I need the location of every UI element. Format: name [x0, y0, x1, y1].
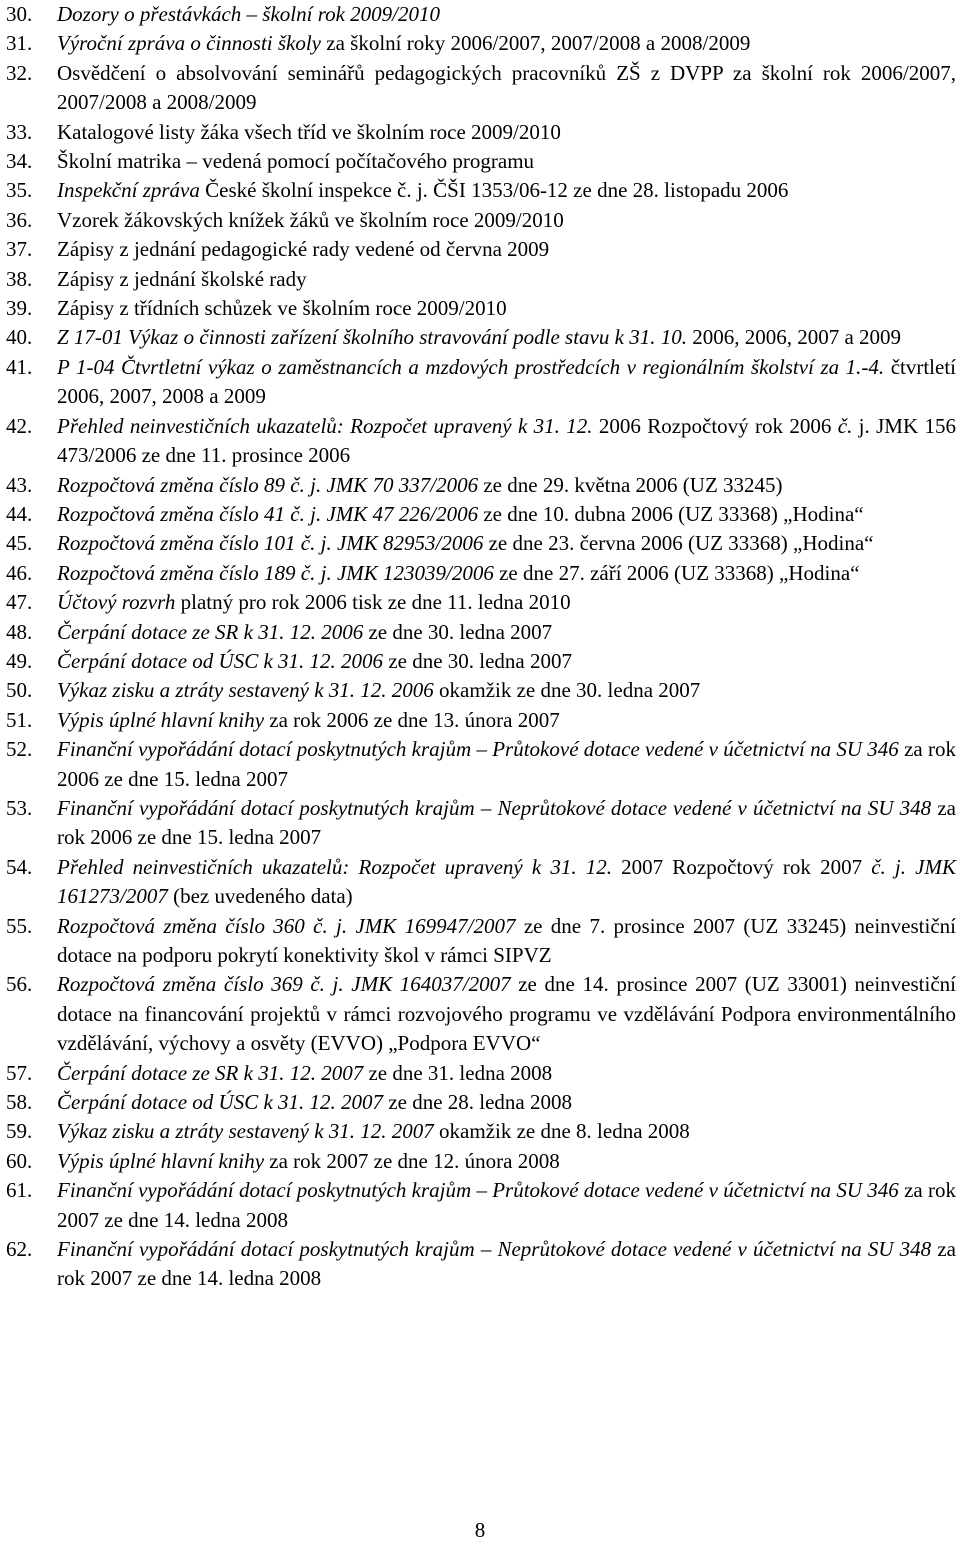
text-segment: Školní matrika – vedená pomocí počítačového programu [57, 149, 535, 174]
text-segment: čtvrtletí 2006, 2007, 2008 a 2009 [57, 354, 956, 409]
text-segment: ze dne 30. ledna 2007 [363, 619, 553, 644]
italic-text-segment: P 1-04 Čtvrtletní výkaz o zaměstnancích a mzdových prostředcích v regionálním školství za 1.-4. [57, 354, 885, 379]
text-segment: za rok 2007 ze dne 14. ledna 2008 [57, 1237, 956, 1291]
text-segment: ze dne 10. dubna 2006 (UZ 33368) „Hodina“ [478, 501, 864, 526]
item-text [57, 500, 956, 529]
item-number: 55. [6, 913, 33, 938]
list-item [6, 265, 956, 294]
italic-text-segment: Výkaz zisku a ztráty sestavený k 31. 12. 2006 [57, 678, 434, 703]
list-item [6, 794, 956, 853]
list-item [6, 706, 956, 735]
text-segment: ze dne 31. ledna 2008 [363, 1060, 553, 1085]
item-text [57, 676, 956, 705]
item-number: 40. [6, 325, 33, 350]
item-number: 54. [6, 854, 33, 879]
italic-text-segment: Finanční vypořádání dotací poskytnutých krajům – Průtokové dotace vedené v účetnictví na SU 346 [57, 737, 899, 762]
list-item [6, 559, 956, 588]
item-text [57, 235, 956, 264]
item-number: 59. [6, 1119, 33, 1144]
italic-text-segment: Účtový rozvrh [57, 590, 176, 615]
list-item [6, 1117, 956, 1146]
text-segment: za rok 2006 ze dne 13. února 2007 [264, 707, 560, 732]
italic-text-segment: Dozory o přestávkách – školní rok 2009/2010 [57, 2, 441, 26]
italic-text-segment: č. j. JMK 161273/2007 [57, 854, 956, 909]
item-text [57, 735, 956, 794]
list-item [6, 588, 956, 617]
item-number: 50. [6, 678, 33, 703]
text-segment: 2006, 2006, 2007 a 2009 [686, 325, 902, 350]
text-segment: (bez uvedeného data) [167, 884, 353, 909]
item-number: 44. [6, 501, 33, 526]
item-number: 47. [6, 590, 33, 615]
item-number: 38. [6, 266, 33, 291]
item-number: 56. [6, 972, 33, 997]
list-item [6, 1176, 956, 1235]
text-segment: Zápisy z jednání pedagogické rady vedené od června 2009 [57, 237, 550, 262]
italic-text-segment: Rozpočtová změna číslo 101 č. j. JMK 82953/2006 [57, 531, 484, 556]
italic-text-segment: Finanční vypořádání dotací poskytnutých krajům – Neprůtokové dotace vedené v účetnictví na SU 348 [57, 795, 932, 820]
list-item [6, 970, 956, 1058]
italic-text-segment: č. [837, 413, 853, 438]
list-item [6, 500, 956, 529]
text-segment: ze dne 23. června 2006 (UZ 33368) „Hodina“ [483, 531, 874, 556]
list-item [6, 206, 956, 235]
list-item [6, 323, 956, 352]
text-segment: ze dne 28. ledna 2008 [383, 1090, 573, 1115]
item-text [57, 588, 956, 617]
text-segment: za školní roky 2006/2007, 2007/2008 a 2008/2009 [321, 31, 751, 56]
list-item [6, 676, 956, 705]
list-item [6, 118, 956, 147]
item-text [57, 647, 956, 676]
italic-text-segment: Finanční vypořádání dotací poskytnutých krajům – Průtokové dotace vedené v účetnictví na SU 346 [57, 1178, 899, 1203]
list-item [6, 147, 956, 176]
text-segment: za rok 2007 ze dne 12. února 2008 [264, 1148, 560, 1173]
item-text [57, 471, 956, 500]
italic-text-segment: Čerpání dotace od ÚSC k 31. 12. 2007 [57, 1090, 384, 1115]
italic-text-segment: Přehled neinvestičních ukazatelů: Rozpočet upravený k 31. 12. [57, 413, 593, 438]
list-item [6, 1059, 956, 1088]
item-text [57, 529, 956, 558]
text-segment: Osvědčení o absolvování seminářů pedagogických pracovníků ZŠ z DVPP za školní rok 2006/2007, 2007/2008 a 2008/2009 [57, 60, 956, 115]
text-segment: ze dne 30. ledna 2007 [383, 648, 573, 673]
item-number: 53. [6, 795, 33, 820]
item-number: 30. [6, 2, 33, 26]
list-item [6, 618, 956, 647]
text-segment: ze dne 29. května 2006 (UZ 33245) [478, 472, 783, 497]
item-number: 61. [6, 1178, 33, 1203]
item-number: 48. [6, 619, 33, 644]
italic-text-segment: Výpis úplné hlavní knihy [57, 707, 265, 732]
italic-text-segment: Finanční vypořádání dotací poskytnutých krajům – Neprůtokové dotace vedené v účetnictví na SU 348 [57, 1237, 932, 1262]
text-segment: j. JMK 156 473/2006 ze dne 11. prosince 2006 [57, 413, 956, 468]
list-item [6, 353, 956, 412]
list-item [6, 1147, 956, 1176]
item-text [57, 912, 956, 971]
item-text [57, 118, 956, 147]
list-item [6, 912, 956, 971]
text-segment: České školní inspekce č. j. ČŠI 1353/06-12 ze dne 28. listopadu 2006 [199, 178, 789, 203]
page-number: 8 [474, 1518, 486, 1542]
text-segment: Katalogové listy žáka všech tříd ve školním roce 2009/2010 [57, 119, 561, 144]
document-list [6, 0, 956, 1294]
item-number: 37. [6, 237, 33, 262]
list-item [6, 647, 956, 676]
text-segment: okamžik ze dne 30. ledna 2007 [433, 678, 701, 703]
italic-text-segment: Rozpočtová změna číslo 189 č. j. JMK 123039/2006 [57, 560, 494, 585]
item-number: 49. [6, 648, 33, 673]
item-number: 33. [6, 119, 33, 144]
italic-text-segment: Výroční zpráva o činnosti školy [57, 31, 322, 56]
item-text [57, 618, 956, 647]
item-text [57, 1147, 956, 1176]
italic-text-segment: Výkaz zisku a ztráty sestavený k 31. 12. 2007 [57, 1119, 434, 1144]
italic-text-segment: Výpis úplné hlavní knihy [57, 1148, 265, 1173]
list-item [6, 176, 956, 205]
item-number: 45. [6, 531, 33, 556]
list-item [6, 294, 956, 323]
list-item [6, 853, 956, 912]
item-number: 35. [6, 178, 33, 203]
item-number: 58. [6, 1090, 33, 1115]
item-number: 60. [6, 1148, 33, 1173]
italic-text-segment: Přehled neinvestičních ukazatelů: Rozpočet upravený k 31. 12. [57, 854, 613, 879]
item-number: 34. [6, 149, 33, 174]
text-segment: za rok 2006 ze dne 15. ledna 2007 [57, 795, 956, 850]
item-text [57, 294, 956, 323]
item-text [57, 176, 956, 205]
item-number: 51. [6, 707, 33, 732]
item-text [57, 970, 956, 1058]
item-number: 57. [6, 1060, 33, 1085]
item-text [57, 1059, 956, 1088]
list-item [6, 1088, 956, 1117]
text-segment: 2006 Rozpočtový rok 2006 [592, 413, 838, 438]
list-item [6, 529, 956, 558]
text-segment: 2007 Rozpočtový rok 2007 [612, 854, 872, 879]
item-text [57, 1176, 956, 1235]
item-text [57, 853, 956, 912]
text-segment: za rok 2006 ze dne 15. ledna 2007 [57, 737, 956, 791]
italic-text-segment: Rozpočtová změna číslo 89 č. j. JMK 70 337/2006 [57, 472, 479, 497]
list-item [6, 0, 956, 29]
text-segment: ze dne 7. prosince 2007 (UZ 33245) neinvestiční dotace na podporu pokrytí konektivity škol v rámci SIPVZ [57, 913, 956, 967]
italic-text-segment: Inspekční zpráva [57, 178, 200, 203]
list-item [6, 59, 956, 118]
text-segment: Zápisy z jednání školské rady [57, 266, 307, 291]
item-number: 39. [6, 296, 33, 321]
item-number: 36. [6, 207, 33, 232]
item-text [57, 59, 956, 118]
item-number: 31. [6, 31, 33, 56]
item-text [57, 412, 956, 471]
italic-text-segment: Rozpočtová změna číslo 369 č. j. JMK 164037/2007 [57, 972, 511, 997]
item-number: 41. [6, 354, 33, 379]
list-item [6, 471, 956, 500]
item-text [57, 1088, 956, 1117]
text-segment: ze dne 14. prosince 2007 (UZ 33001) neinvestiční dotace na financování projektů v rámci rozvojového programu ve vzdělávání Podpora environmentálního vzdělávání, výchovy a osvěty (EVVO) „Podpora EVVO“ [57, 972, 956, 1056]
text-segment: za rok 2007 ze dne 14. ledna 2008 [57, 1178, 956, 1232]
item-number: 52. [6, 737, 33, 762]
item-text [57, 1235, 956, 1294]
text-segment: ze dne 27. září 2006 (UZ 33368) „Hodina“ [493, 560, 860, 585]
item-text [57, 265, 956, 294]
item-number: 42. [6, 413, 33, 438]
text-segment: okamžik ze dne 8. ledna 2008 [433, 1119, 690, 1144]
list-item [6, 735, 956, 794]
item-number: 46. [6, 560, 33, 585]
list-item [6, 412, 956, 471]
item-text [57, 794, 956, 853]
item-number: 62. [6, 1237, 33, 1262]
text-segment: Zápisy z třídních schůzek ve školním roce 2009/2010 [57, 296, 507, 321]
item-number: 43. [6, 472, 33, 497]
italic-text-segment: Čerpání dotace ze SR k 31. 12. 2007 [57, 1060, 364, 1085]
item-text [57, 559, 956, 588]
item-text [57, 1117, 956, 1146]
italic-text-segment: Čerpání dotace od ÚSC k 31. 12. 2006 [57, 648, 384, 673]
item-text [57, 29, 956, 58]
item-text [57, 206, 956, 235]
item-text [57, 706, 956, 735]
italic-text-segment: Rozpočtová změna číslo 360 č. j. JMK 169947/2007 [57, 913, 516, 938]
list-item [6, 29, 956, 58]
list-item [6, 1235, 956, 1294]
italic-text-segment: Rozpočtová změna číslo 41 č. j. JMK 47 226/2006 [57, 501, 479, 526]
italic-text-segment: Z 17-01 Výkaz o činnosti zařízení školního stravování podle stavu k 31. 10. [57, 325, 687, 350]
italic-text-segment: Čerpání dotace ze SR k 31. 12. 2006 [57, 619, 364, 644]
text-segment: Vzorek žákovských knížek žáků ve školním roce 2009/2010 [57, 207, 564, 232]
item-text [57, 353, 956, 412]
item-text [57, 147, 956, 176]
list-item [6, 235, 956, 264]
item-text [57, 323, 956, 352]
item-number: 32. [6, 60, 33, 85]
item-text [57, 0, 956, 29]
text-segment: platný pro rok 2006 tisk ze dne 11. ledna 2010 [175, 590, 571, 615]
